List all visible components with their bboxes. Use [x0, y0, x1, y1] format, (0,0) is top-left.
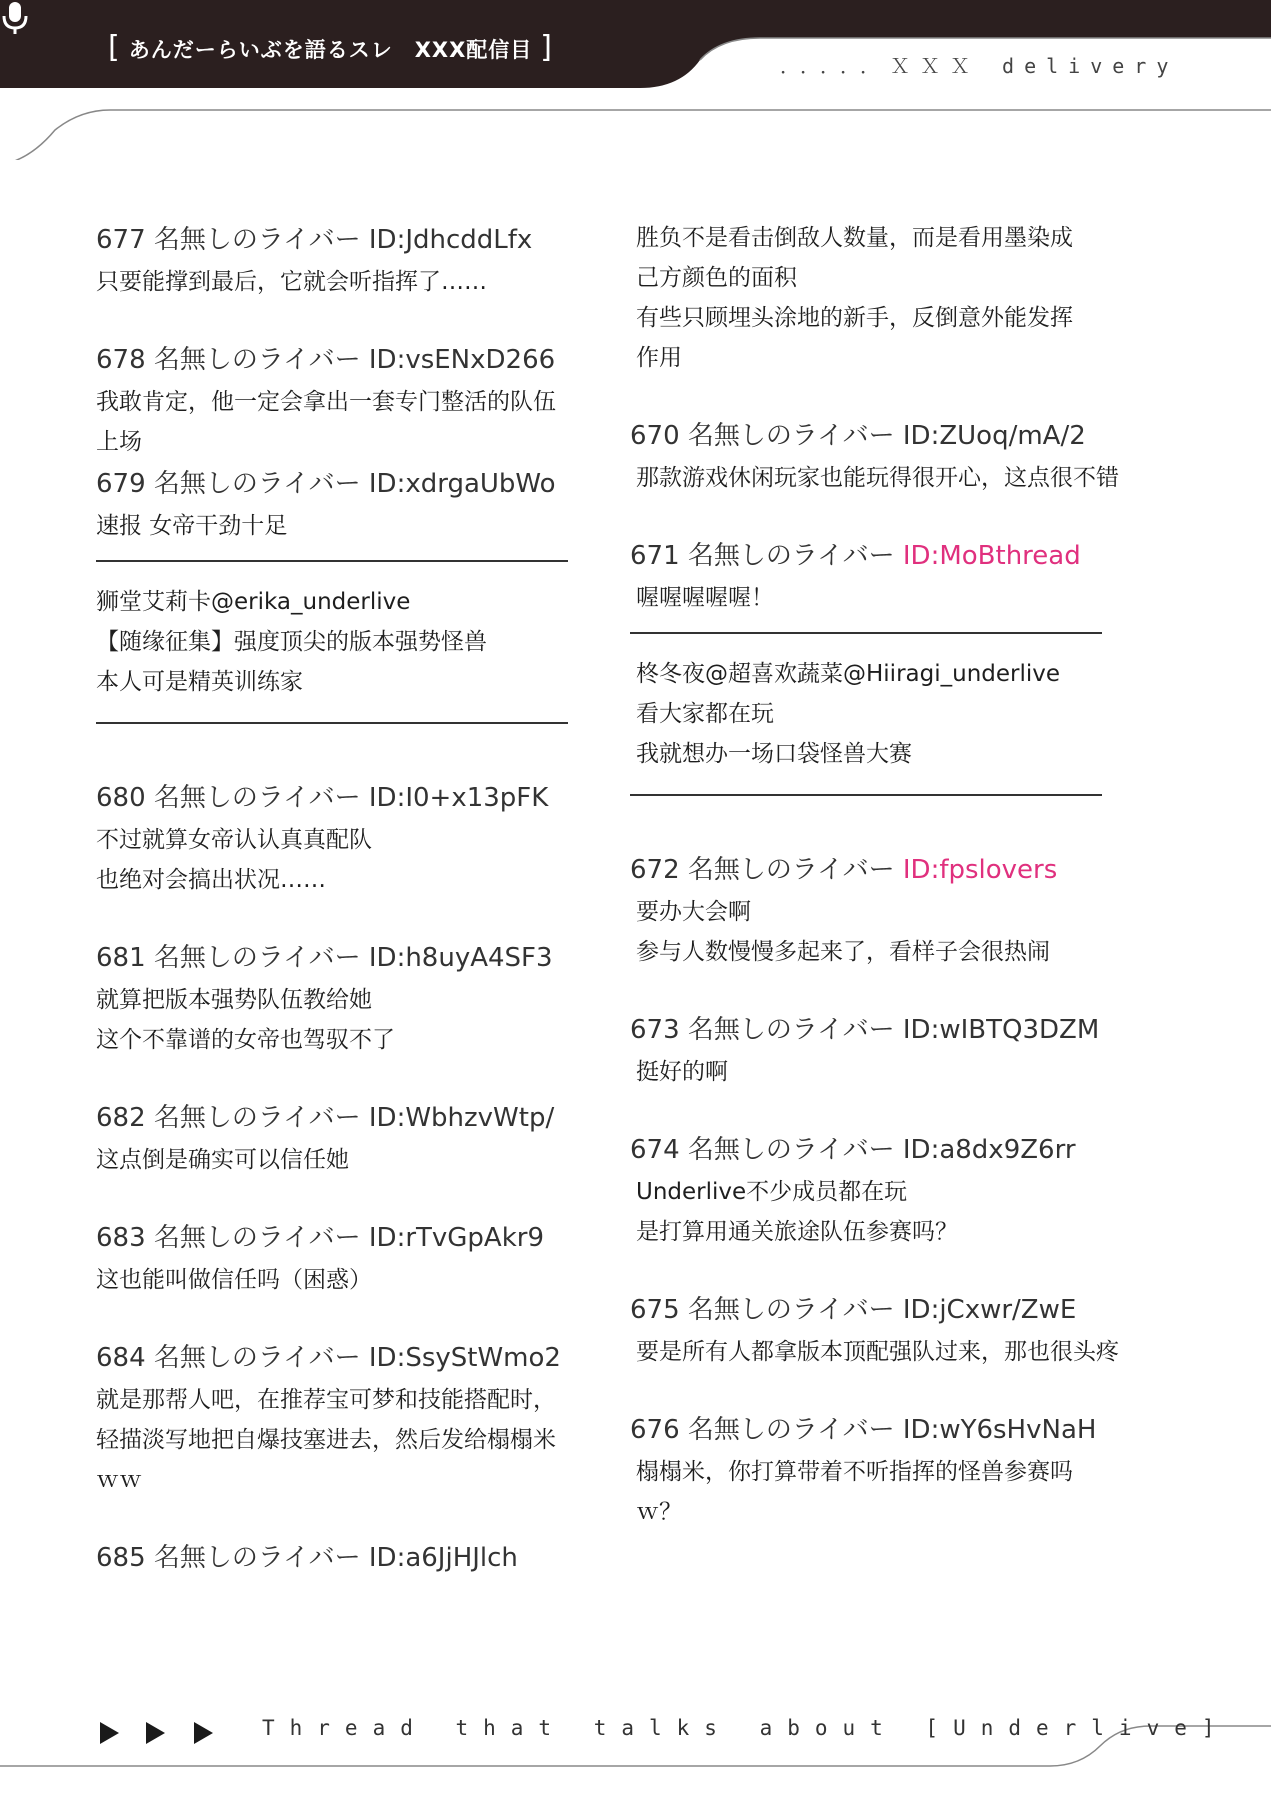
- header-shape: [0, 0, 1271, 160]
- post-text: 己方颜色的面积: [636, 265, 797, 291]
- post-674: [630, 1128, 1130, 1252]
- post-679: [96, 462, 596, 546]
- play-icon: [100, 1722, 119, 1744]
- post-text: 也绝对会搞出状况……: [96, 867, 326, 893]
- post-header: 677 名無しのライバー ID:JdhcddLfx: [96, 225, 533, 255]
- post-text: 有些只顾埋头涂地的新手，反倒意外能发挥: [636, 305, 1073, 331]
- post-671: [630, 534, 1130, 618]
- quoted-tweet: [630, 646, 1130, 780]
- post-text: 这点倒是确实可以信任她: [96, 1147, 349, 1173]
- post-text: 挺好的啊: [636, 1059, 728, 1085]
- post-670: [630, 414, 1130, 498]
- post-673: [630, 1008, 1130, 1092]
- post-header: 676 名無しのライバー ID:wY6sHvNaH: [630, 1415, 1097, 1445]
- post-header: 680 名無しのライバー ID:I0+x13pFK: [96, 783, 549, 813]
- quote-text: 我就想办一场口袋怪兽大赛: [636, 741, 912, 767]
- post-677: [96, 218, 596, 302]
- post-header: 682 名無しのライバー ID:WbhzvWtp/: [96, 1103, 555, 1133]
- post-header: 670 名無しのライバー ID:ZUoq/mA/2: [630, 421, 1086, 451]
- post-text: 只要能撑到最后，它就会听指挥了……: [96, 269, 487, 295]
- quote-text: 看大家都在玩: [636, 701, 774, 727]
- footer-text: Thread that talks about [Underlive]: [262, 1716, 1230, 1740]
- post-text: 参与人数慢慢多起来了，看样子会很热闹: [636, 939, 1050, 965]
- quote-divider-top: [630, 632, 1102, 634]
- post-header: 681 名無しのライバー ID:h8uyA4SF3: [96, 943, 553, 973]
- post-681: [96, 936, 596, 1060]
- post-header: 683 名無しのライバー ID:rTvGpAkr9: [96, 1223, 545, 1253]
- post-text: 那款游戏休闲玩家也能玩得很开心，这点很不错: [636, 465, 1119, 491]
- post-text: 胜负不是看击倒敌人数量，而是看用墨染成: [636, 225, 1073, 251]
- header-title: [100, 28, 561, 68]
- post-675: [630, 1288, 1130, 1372]
- post-text: 轻描淡写地把自爆技塞进去，然后发给榻榻米: [96, 1427, 556, 1453]
- title-bracket-open: [: [108, 30, 121, 65]
- post-text: Underlive不少成员都在玩: [636, 1179, 908, 1205]
- left-column: [96, 218, 596, 1580]
- post-680: [96, 776, 596, 900]
- thread-title: あんだーらいぶを語るスレ XXX配信目: [128, 38, 533, 62]
- post-text: 喔喔喔喔喔！: [636, 585, 774, 611]
- play-icon: [194, 1722, 213, 1744]
- quote-divider-bottom: [96, 722, 568, 724]
- post-685: [96, 1536, 596, 1580]
- post-header: 675 名無しのライバー ID:jCxwr/ZwE: [630, 1295, 1077, 1325]
- post-text: 我敢肯定，他一定会拿出一套专门整活的队伍: [96, 389, 556, 415]
- post-continued: [630, 218, 1130, 378]
- right-column: [630, 218, 1130, 1532]
- quote-author: 柊冬夜@超喜欢蔬菜@Hiiragi_underlive: [636, 661, 1061, 687]
- post-header: 672 名無しのライバー ID:fpslovers: [630, 855, 1058, 885]
- post-header: 684 名無しのライバー ID:SsyStWmo2: [96, 1343, 561, 1373]
- post-text: ｗｗ: [96, 1467, 142, 1493]
- microphone-icon: [0, 0, 30, 36]
- quote-author: 狮堂艾莉卡@erika_underlive: [96, 589, 411, 615]
- post-text: 要是所有人都拿版本顶配强队过来，那也很头疼: [636, 1339, 1119, 1365]
- post-683: [96, 1216, 596, 1300]
- post-684: [96, 1336, 596, 1500]
- post-text: 不过就算女帝认认真真配队: [96, 827, 372, 853]
- post-text: ｗ？: [636, 1499, 682, 1525]
- quote-divider-bottom: [630, 794, 1102, 796]
- post-text: 榻榻米，你打算带着不听指挥的怪兽参赛吗: [636, 1459, 1073, 1485]
- post-682: [96, 1096, 596, 1180]
- post-header: 671 名無しのライバー ID:MoBthread: [630, 541, 1081, 571]
- post-header: 674 名無しのライバー ID:a8dx9Z6rr: [630, 1135, 1076, 1165]
- quote-divider-top: [96, 560, 568, 562]
- post-header: 685 名無しのライバー ID:a6JjHJlch: [96, 1543, 518, 1573]
- header-subtitle: ．．．．．ＸＸＸ delivery: [780, 54, 1179, 78]
- post-text: 作用: [636, 345, 682, 371]
- post-header: 678 名無しのライバー ID:vsENxD266: [96, 345, 556, 375]
- post-text: 这个不靠谱的女帝也驾驭不了: [96, 1027, 395, 1053]
- post-text: 上场: [96, 429, 142, 455]
- post-text: 是打算用通关旅途队伍参赛吗？: [636, 1219, 958, 1245]
- post-676: [630, 1408, 1130, 1532]
- post-text: 速报 女帝干劲十足: [96, 513, 288, 539]
- post-672: [630, 848, 1130, 972]
- post-678: [96, 338, 596, 462]
- quoted-tweet: [96, 574, 596, 708]
- post-header: 673 名無しのライバー ID:wIBTQ3DZM: [630, 1015, 1100, 1045]
- quote-text: 【随缘征集】强度顶尖的版本强势怪兽: [96, 629, 487, 655]
- post-text: 就是那帮人吧，在推荐宝可梦和技能搭配时，: [96, 1387, 556, 1413]
- post-header: 679 名無しのライバー ID:xdrgaUbWo: [96, 469, 556, 499]
- header-bar: [0, 0, 1271, 110]
- play-icon: [146, 1722, 165, 1744]
- post-text: 这也能叫做信任吗（困惑）: [96, 1267, 372, 1293]
- post-text: 就算把版本强势队伍教给她: [96, 987, 372, 1013]
- post-text: 要办大会啊: [636, 899, 751, 925]
- quote-text: 本人可是精英训练家: [96, 669, 303, 695]
- title-bracket-close: ]: [540, 30, 554, 65]
